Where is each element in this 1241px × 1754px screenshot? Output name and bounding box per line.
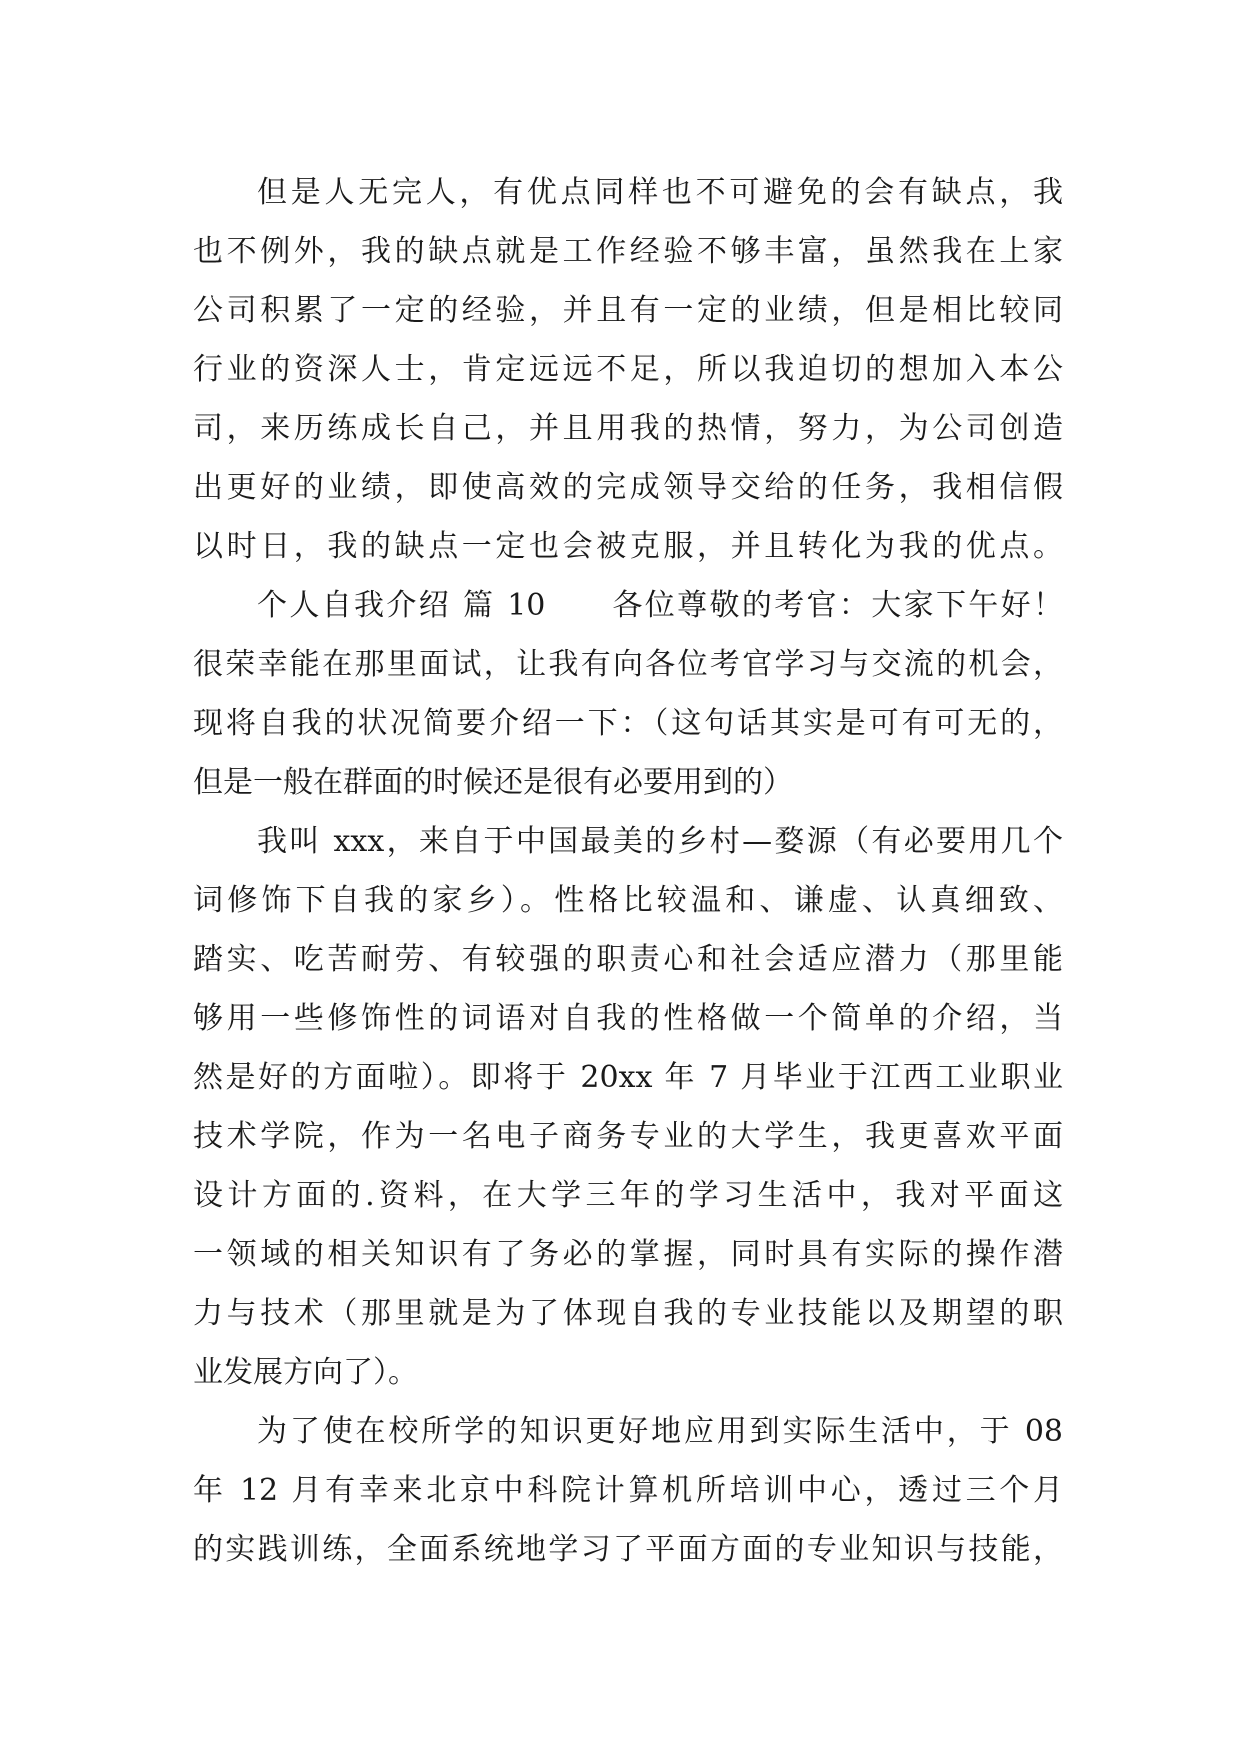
text-line: 为了使在校所学的知识更好地应用到实际生活中，于 08: [257, 1414, 1063, 1449]
document-body: [193, 163, 1063, 1579]
text-line: 公司积累了一定的经验，并且有一定的业绩，但是相比较同: [193, 293, 1063, 328]
text-line: 个人自我介绍 篇 10 各位尊敬的考官：大家下午好！: [257, 588, 1063, 623]
text-line: 的实践训练，全面系统地学习了平面方面的专业知识与技能，: [193, 1532, 1063, 1567]
text-line: 力与技术（那里就是为了体现自我的专业技能以及期望的职: [193, 1296, 1063, 1331]
text-line: 年 12 月有幸来北京中科院计算机所培训中心，透过三个月: [193, 1473, 1063, 1508]
text-line: 也不例外，我的缺点就是工作经验不够丰富，虽然我在上家: [193, 234, 1063, 269]
text-line: 一领域的相关知识有了务必的掌握，同时具有实际的操作潜: [193, 1237, 1063, 1272]
text-line: 出更好的业绩，即使高效的完成领导交给的任务，我相信假: [193, 470, 1063, 505]
text-line: 技术学院，作为一名电子商务专业的大学生，我更喜欢平面: [193, 1119, 1063, 1154]
text-line: 然是好的方面啦）。即将于 20xx 年 7 月毕业于江西工业职业: [193, 1060, 1063, 1095]
text-line: 词修饰下自我的家乡）。性格比较温和、谦虚、认真细致、: [193, 883, 1063, 918]
text-line: 以时日，我的缺点一定也会被克服，并且转化为我的优点。: [193, 529, 1063, 564]
text-line: 够用一些修饰性的词语对自我的性格做一个简单的介绍，当: [193, 1001, 1063, 1036]
text-line: 行业的资深人士，肯定远远不足，所以我迫切的想加入本公: [193, 352, 1063, 387]
text-line: 但是人无完人，有优点同样也不可避免的会有缺点，我: [257, 175, 1063, 210]
text-line: 司，来历练成长自己，并且用我的热情，努力，为公司创造: [193, 411, 1063, 446]
text-line: 踏实、吃苦耐劳、有较强的职责心和社会适应潜力（那里能: [193, 942, 1063, 977]
text-line: 现将自我的状况简要介绍一下：（这句话其实是可有可无的，: [193, 706, 1063, 741]
text-line: 很荣幸能在那里面试，让我有向各位考官学习与交流的机会，: [193, 647, 1063, 682]
text-line: 设计方面的.资料，在大学三年的学习生活中，我对平面这: [193, 1178, 1063, 1213]
text-line: 业发展方向了）。: [193, 1355, 418, 1390]
text-line: 但是一般在群面的时候还是很有必要用到的）: [193, 765, 793, 800]
text-line: 我叫 xxx，来自于中国最美的乡村—婺源（有必要用几个: [257, 824, 1063, 859]
